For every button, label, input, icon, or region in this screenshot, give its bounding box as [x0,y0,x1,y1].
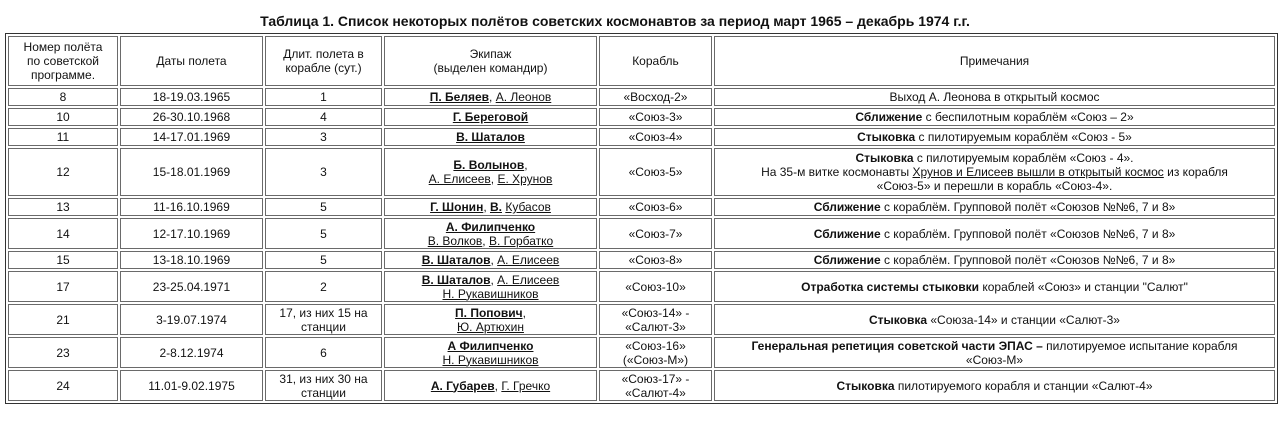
notes: Стыковка «Союза-14» и станции «Салют-3» [714,304,1275,335]
ship: «Союз-14» - «Салют-3» [599,304,712,335]
flight-number: 24 [8,370,118,401]
notes: Отработка системы стыковки кораблей «Союз» и станции "Салют" [714,271,1275,302]
notes: Сближение с кораблём. Групповой полёт «Союзов №№6, 7 и 8» [714,218,1275,249]
notes: Сближение с кораблём. Групповой полёт «Союзов №№6, 7 и 8» [714,251,1275,269]
flight-dates: 15-18.01.1969 [120,148,263,196]
flight-number: 17 [8,271,118,302]
ship: «Союз-17» - «Салют-4» [599,370,712,401]
notes: Стыковка пилотируемого корабля и станции «Салют-4» [714,370,1275,401]
flight-dates: 3-19.07.1974 [120,304,263,335]
flight-duration: 5 [265,218,382,249]
table-caption: Таблица 1. Список некоторых полётов советских космонавтов за период март 1965 – декабрь 1974 г.г. [260,13,970,29]
crew: В. Шаталов, А. Елисеев [384,251,597,269]
crew: П. Попович, Ю. Артюхин [384,304,597,335]
crew: В. Шаталов [384,128,597,146]
header-ship: Корабль [599,36,712,86]
flight-dates: 14-17.01.1969 [120,128,263,146]
flight-duration: 5 [265,198,382,216]
flight-dates: 11-16.10.1969 [120,198,263,216]
header-dates: Даты полета [120,36,263,86]
notes: Стыковка с пилотируемым кораблём «Союз - 4». На 35-м витке космонавты Хрунов и Елисеев вышли в открытый космос из корабля «Союз-5» и перешли в корабль «Союз-4». [714,148,1275,196]
flight-duration: 3 [265,128,382,146]
notes: Выход А. Леонова в открытый космос [714,88,1275,106]
flight-number: 11 [8,128,118,146]
table-row [8,251,1275,269]
crew: А. Губарев, Г. Гречко [384,370,597,401]
ship: «Восход-2» [599,88,712,106]
flight-number: 13 [8,198,118,216]
flight-duration: 4 [265,108,382,126]
flight-duration: 17, из них 15 на станции [265,304,382,335]
crew: Б. Волынов, А. Елисеев, Е. Хрунов [384,148,597,196]
table-row [8,304,1275,335]
table-row [8,337,1275,368]
ship: «Союз-16» («Союз-М») [599,337,712,368]
ship: «Союз-8» [599,251,712,269]
flight-dates: 2-8.12.1974 [120,337,263,368]
crew: Г. Береговой [384,108,597,126]
header-crew: Экипаж (выделен командир) [384,36,597,86]
crew: А Филипченко Н. Рукавишников [384,337,597,368]
notes: Сближение с беспилотным кораблём «Союз – 2» [714,108,1275,126]
table-row [8,198,1275,216]
flight-dates: 18-19.03.1965 [120,88,263,106]
table-row [8,128,1275,146]
flight-number: 23 [8,337,118,368]
notes: Генеральная репетиция советской части ЭПАС – пилотируемое испытание корабля «Союз-М» [714,337,1275,368]
flight-number: 12 [8,148,118,196]
crew: Г. Шонин, В. Кубасов [384,198,597,216]
header-duration: Длит. полета в корабле (сут.) [265,36,382,86]
crew: А. Филипченко В. Волков, В. Горбатко [384,218,597,249]
ship: «Союз-5» [599,148,712,196]
notes: Сближение с кораблём. Групповой полёт «Союзов №№6, 7 и 8» [714,198,1275,216]
header-num: Номер полёта по советской программе. [8,36,118,86]
notes: Стыковка с пилотируемым кораблём «Союз - 5» [714,128,1275,146]
table-row [8,370,1275,401]
ship: «Союз-7» [599,218,712,249]
table-row [8,218,1275,249]
flight-number: 15 [8,251,118,269]
flight-number: 8 [8,88,118,106]
flight-dates: 13-18.10.1969 [120,251,263,269]
flight-dates: 26-30.10.1968 [120,108,263,126]
table-row [8,271,1275,302]
ship: «Союз-6» [599,198,712,216]
flight-duration: 1 [265,88,382,106]
table-row [8,148,1275,196]
flight-duration: 3 [265,148,382,196]
flight-dates: 11.01-9.02.1975 [120,370,263,401]
flight-duration: 2 [265,271,382,302]
flight-number: 14 [8,218,118,249]
flight-dates: 23-25.04.1971 [120,271,263,302]
flight-duration: 6 [265,337,382,368]
ship: «Союз-10» [599,271,712,302]
flight-dates: 12-17.10.1969 [120,218,263,249]
ship: «Союз-4» [599,128,712,146]
table-row [8,88,1275,106]
table-row [8,108,1275,126]
flight-duration: 31, из них 30 на станции [265,370,382,401]
flight-duration: 5 [265,251,382,269]
crew: П. Беляев, А. Леонов [384,88,597,106]
flight-number: 21 [8,304,118,335]
flight-number: 10 [8,108,118,126]
ship: «Союз-3» [599,108,712,126]
header-row [8,36,1275,86]
header-notes: Примечания [714,36,1275,86]
crew: В. Шаталов, А. Елисеев Н. Рукавишников [384,271,597,302]
flights-table [5,33,1278,404]
